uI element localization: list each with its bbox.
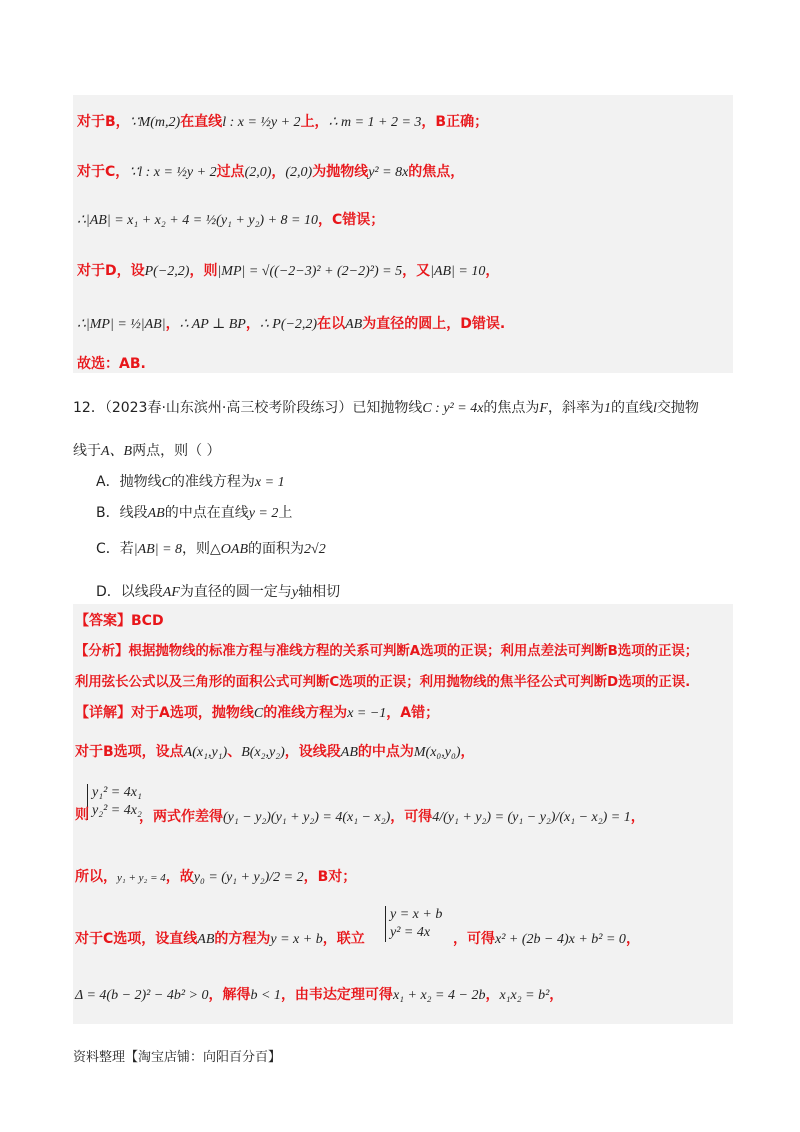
analysis-line-2: 利用弦长公式以及三角形的面积公式可判断C选项的正误；利用抛物线的焦半径公式可判断D选项的正误.: [75, 675, 691, 690]
option-c: C．若|AB| = 8，则△OAB的面积为2√2: [96, 541, 326, 557]
question-stem-line1: 12．（2023春·山东滨州·高三校考阶段练习）已知抛物线C : y² = 4x的焦点为F，斜率为1的直线l交抛物: [73, 400, 699, 416]
solution-line-c2: ∴|AB| = x₁ + x₂ + 4 = ½(y₁ + y₂) + 8 = 10，C错误；: [77, 212, 385, 228]
equation-system-1: y₁² = 4x₁ y₂² = 4x₂: [87, 784, 142, 820]
solution-line-b: 对于B，∵M(m,2)在直线l : x = ½y + 2上，∴ m = 1 + 2 = 3，B正确；: [77, 114, 489, 130]
answer-line: 【答案】BCD: [75, 613, 164, 629]
solution-block-1: [73, 95, 733, 373]
page-footer: 资料整理【淘宝店铺：向阳百分百】: [73, 1050, 282, 1065]
detail-line-b4: 所以，y₁ + y₂ = 4，故y₀ = (y₁ + y₂)/2 = 2，B对；: [75, 869, 357, 885]
detail-line-a: 【详解】对于A选项，抛物线C的准线方程为x = −1，A错；: [75, 705, 440, 721]
detail-line-b2: 则: [75, 807, 89, 823]
solution-block-2: [73, 604, 733, 1024]
equation-system-2: y = x + b y² = 4x: [385, 906, 442, 942]
option-a: A．抛物线C的准线方程为x = 1: [96, 474, 285, 490]
detail-line-c: 对于C选项，设直线AB的方程为y = x + b，联立: [75, 931, 365, 947]
analysis-line-1: 【分析】根据抛物线的标准方程与准线方程的关系可判断A选项的正误；利用点差法可判断B选项的正误；: [75, 644, 699, 659]
solution-line-d2: ∴|MP| = ½|AB|，∴ AP ⊥ BP，∴ P(−2,2)在以AB为直径的圆上，D错误.: [77, 316, 506, 332]
solution-line-c: 对于C，∵l : x = ½y + 2过点(2,0)，(2,0)为抛物线y² = 8x的焦点，: [77, 164, 465, 180]
question-stem-line2: 线于A、B两点，则（ ）: [73, 443, 221, 459]
detail-line-c2: Δ = 4(b − 2)² − 4b² > 0，解得b < 1，由韦达定理可得x₁ + x₂ = 4 − 2b，x₁x₂ = b²，: [75, 987, 564, 1003]
detail-line-b: 对于B选项，设点A(x₁,y₁)、B(x₂,y₂)，设线段AB的中点为M(x₀,y₀)，: [75, 744, 475, 760]
option-d: D．以线段AF为直径的圆一定与y轴相切: [96, 584, 341, 600]
solution-conclusion: 故选：AB.: [77, 356, 146, 372]
detail-line-c-result: ，可得x² + (2b − 4)x + b² = 0，: [453, 931, 640, 947]
option-b: B．线段AB的中点在直线y = 2上: [96, 505, 293, 521]
detail-line-b3: ，两式作差得(y₁ − y₂)(y₁ + y₂) = 4(x₁ − x₂)，可得4/(y₁ + y₂) = (y₁ − y₂)/(x₁ − x₂) = 1，: [139, 809, 645, 825]
solution-line-d: 对于D，设P(−2,2)，则|MP| = √((−2−3)² + (2−2)²) = 5，又|AB| = 10，: [77, 263, 500, 279]
